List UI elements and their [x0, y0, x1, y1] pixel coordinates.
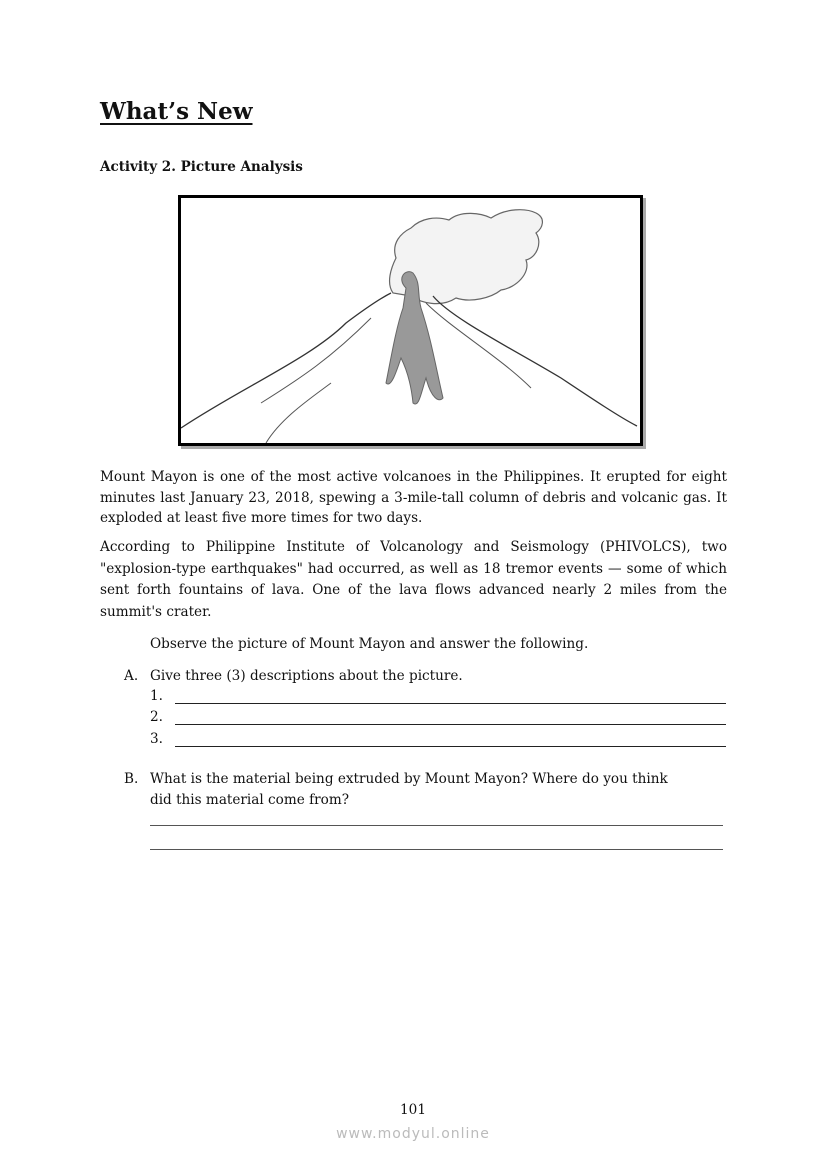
answer-a-2-line[interactable] — [175, 724, 726, 725]
volcano-figure — [178, 195, 643, 446]
answer-a-3-line[interactable] — [175, 746, 726, 747]
question-b-letter: B. — [124, 771, 139, 787]
question-b-text-line1: What is the material being extruded by Mount Mayon? Where do you think — [150, 771, 668, 787]
question-a-letter: A. — [124, 668, 139, 684]
answer-a-3-label: 3. — [150, 731, 163, 747]
section-heading: What’s New — [100, 98, 253, 125]
activity-title: Activity 2. Picture Analysis — [100, 159, 303, 175]
volcano-illustration-icon — [181, 198, 640, 443]
instruction-text: Observe the picture of Mount Mayon and answer the following. — [150, 636, 589, 652]
paragraph-mayon-eruption: Mount Mayon is one of the most active volcanoes in the Philippines. It erupted for eight minutes last January 23, 2018, spewing a 3-mile-tall column of debris and volcanic gas. It exploded at least five more times for two days. — [100, 469, 727, 526]
question-a-text: Give three (3) descriptions about the picture. — [150, 668, 463, 684]
answer-a-2-label: 2. — [150, 709, 163, 725]
paragraph-phivolcs: According to Philippine Institute of Volcanology and Seismology (PHIVOLCS), two "explosion-type earthquakes" had occurred, as well as 18 tremor events — some of which sent forth fountains of lava. One of the lava flows advanced nearly 2 miles from the summit's crater. — [100, 539, 727, 620]
answer-b-line-1[interactable] — [150, 825, 723, 826]
answer-a-1-label: 1. — [150, 688, 163, 704]
page-number: 101 — [400, 1102, 426, 1118]
question-b-text-line2: did this material come from? — [150, 792, 350, 808]
answer-a-1-line[interactable] — [175, 703, 726, 704]
answer-b-line-2[interactable] — [150, 849, 723, 850]
watermark: www.modyul.online — [336, 1126, 490, 1142]
